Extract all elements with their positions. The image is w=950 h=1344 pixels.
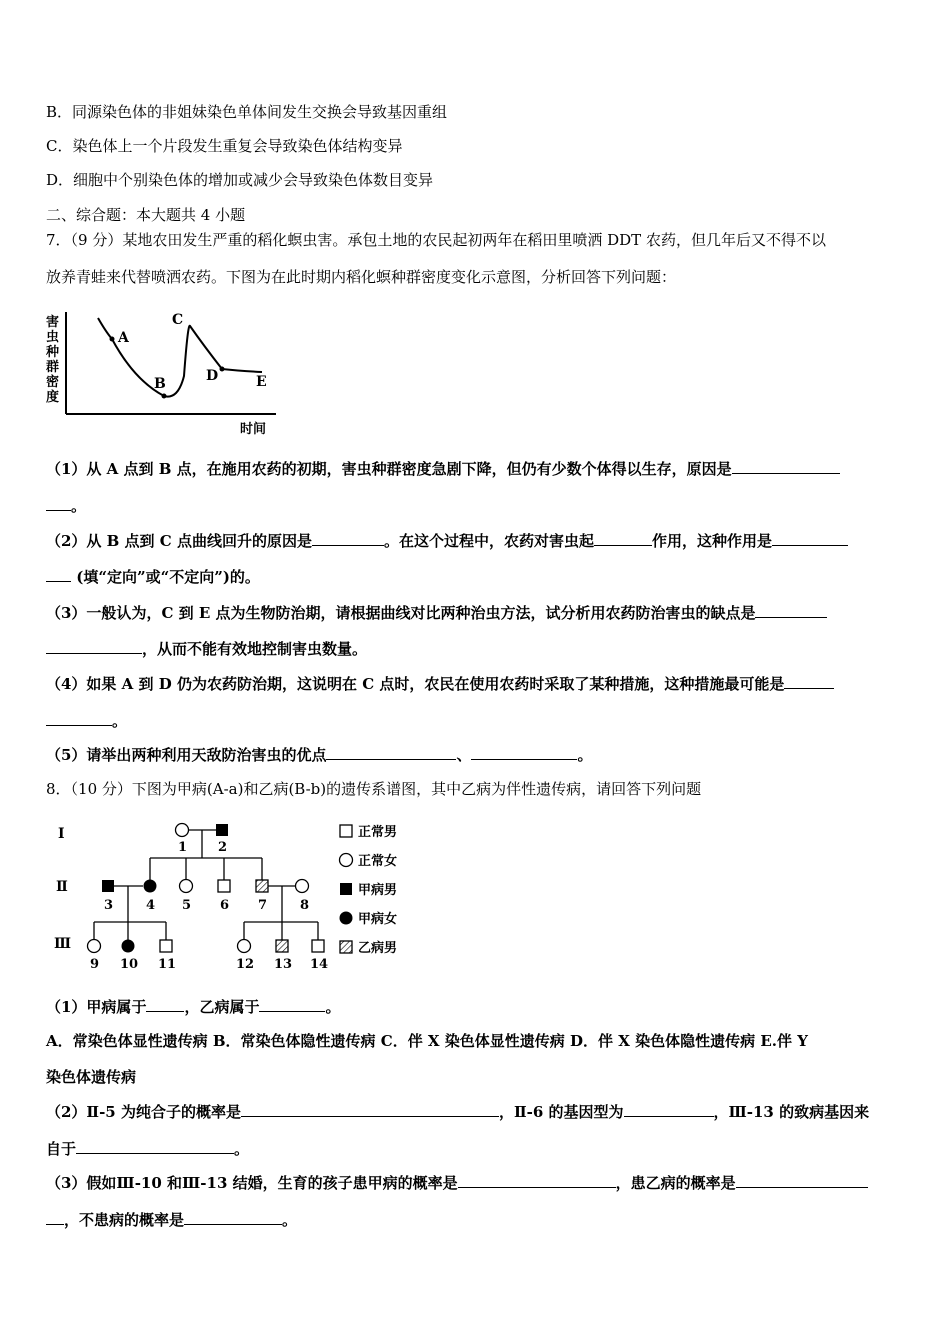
legend-a-male-icon xyxy=(340,883,352,895)
q7-part4-text: （4）如果 A 到 D 仍为农药防治期，这说明在 C 点时，农民在使用农药时采取了某种措施，这种措施最可能是 xyxy=(46,675,785,693)
q7-part2-end: (填“定向”或“不定向”)的。 xyxy=(71,568,260,586)
q8-part2-line2 xyxy=(46,1139,249,1159)
answer-blank[interactable] xyxy=(594,531,652,546)
ylabel-char: 度 xyxy=(46,390,60,405)
legend-a-male: 甲病男 xyxy=(358,883,398,898)
q7-part1-text: （1）从 A 点到 B 点，在施用农药的初期，害虫种群密度急剧下降，但仍有少数个体得以生存，原因是 xyxy=(46,460,732,478)
individual-8 xyxy=(296,880,309,893)
id-label-14: 14 xyxy=(310,957,329,972)
id-label-11: 11 xyxy=(158,957,177,972)
population-density-graph xyxy=(44,302,284,440)
point-a xyxy=(110,337,115,342)
q7-part5-text-b: 、 xyxy=(456,746,472,764)
q7-part3-end: ，从而不能有效地控制害虫数量。 xyxy=(142,640,368,658)
q8-part3-text-d: 。 xyxy=(282,1211,298,1229)
answer-blank[interactable] xyxy=(146,997,184,1012)
answer-blank[interactable] xyxy=(184,1210,282,1225)
pedigree-chart xyxy=(50,816,420,976)
gen-label-1: Ⅰ xyxy=(58,826,65,842)
q7-part5-text-c: 。 xyxy=(577,746,593,764)
q7-part4-end: 。 xyxy=(112,712,128,730)
individual-1 xyxy=(176,824,189,837)
q8-part1 xyxy=(46,997,340,1017)
individual-2 xyxy=(216,824,228,836)
q7-part3-line1 xyxy=(46,603,827,623)
answer-blank[interactable] xyxy=(76,1139,234,1154)
xlabel: 时间 xyxy=(240,422,267,437)
q7-part2-text-c: 作用，这种作用是 xyxy=(651,532,772,550)
q8-part1-text-c: 。 xyxy=(325,998,341,1016)
q8-choices-line1: A．常染色体显性遗传病 B．常染色体隐性遗传病 C．伴 X 染色体显性遗传病 D．伴 X 染色体隐性遗传病 E.伴 Y xyxy=(46,1032,808,1050)
id-label-5: 5 xyxy=(182,898,192,913)
q8-part2-text-e: 。 xyxy=(234,1140,250,1158)
label-c: C xyxy=(172,312,184,328)
q7-part1-end: 。 xyxy=(71,497,87,515)
answer-blank[interactable] xyxy=(46,711,112,726)
point-b xyxy=(162,394,167,399)
q7-stem-line1: 7．（9 分）某地农田发生严重的稻化螟虫害。承包土地的农民起初两年在稻田里喷洒 DDT 农药，但几年后又不得不以 xyxy=(46,231,826,249)
q7-part4-line2 xyxy=(46,711,127,731)
id-label-9: 9 xyxy=(90,957,100,972)
ylabel-char: 种 xyxy=(46,345,60,360)
gen-label-2: Ⅱ xyxy=(56,879,68,895)
label-d: D xyxy=(206,368,219,384)
answer-blank[interactable] xyxy=(458,1173,616,1188)
q7-part2-line1 xyxy=(46,531,848,551)
q7-part5 xyxy=(46,745,592,765)
q8-stem: 8．（10 分）下图为甲病(A-a)和乙病(B-b)的遗传系谱图，其中乙病为伴性遗传病，请回答下列问题 xyxy=(46,780,702,798)
id-label-1: 1 xyxy=(178,840,188,855)
q8-part1-text-a: （1）甲病属于 xyxy=(46,998,147,1016)
individual-6 xyxy=(218,880,230,892)
option-b: B．同源染色体的非姐妹染色单体间发生交换会导致基因重组 xyxy=(46,103,448,121)
individual-7 xyxy=(256,880,268,892)
option-c: C．染色体上一个片段发生重复会导致染色体结构变异 xyxy=(46,137,403,155)
q8-part2-text-d: 自于 xyxy=(46,1140,77,1158)
answer-blank[interactable] xyxy=(732,459,840,474)
individual-3 xyxy=(102,880,114,892)
q8-part2-text-c: ，Ⅲ-13 的致病基因来 xyxy=(713,1103,870,1121)
q7-part3-text: （3）一般认为，C 到 E 点为生物防治期，请根据曲线对比两种治虫方法，试分析用农药防治害虫的缺点是 xyxy=(46,604,756,622)
label-e: E xyxy=(256,374,267,390)
answer-blank[interactable] xyxy=(326,745,456,760)
q7-part2-text-a: （2）从 B 点到 C 点曲线回升的原因是 xyxy=(46,532,312,550)
legend-normal-female: 正常女 xyxy=(358,854,398,869)
legend-normal-female-icon xyxy=(340,854,353,867)
q7-part2-line2 xyxy=(46,567,260,587)
id-label-4: 4 xyxy=(146,898,156,913)
q8-part1-text-b: ，乙病属于 xyxy=(184,998,260,1016)
q8-part2-line1 xyxy=(46,1102,869,1122)
id-label-6: 6 xyxy=(220,898,230,913)
answer-blank[interactable] xyxy=(784,674,834,689)
individual-5 xyxy=(180,880,193,893)
answer-blank[interactable] xyxy=(259,997,325,1012)
q8-part2-text-b: ，Ⅱ-6 的基因型为 xyxy=(498,1103,624,1121)
id-label-2: 2 xyxy=(218,840,228,855)
answer-blank[interactable] xyxy=(736,1173,868,1188)
gen-label-3: Ⅲ xyxy=(54,936,72,952)
legend-b-male-icon xyxy=(340,941,352,953)
ylabel-char: 群 xyxy=(46,360,60,375)
legend-normal-male-icon xyxy=(340,825,352,837)
q7-part2-text-b: 。在这个过程中，农药对害虫起 xyxy=(383,532,594,550)
answer-blank[interactable] xyxy=(46,639,142,654)
answer-blank[interactable] xyxy=(624,1102,714,1117)
q7-part1-line1 xyxy=(46,459,840,479)
id-label-7: 7 xyxy=(258,898,268,913)
answer-blank[interactable] xyxy=(312,531,384,546)
individual-10 xyxy=(122,940,135,953)
q8-part3-text-b: ，患乙病的概率是 xyxy=(615,1174,736,1192)
q8-choices-line2: 染色体遗传病 xyxy=(46,1068,137,1086)
id-label-12: 12 xyxy=(236,957,255,972)
q7-stem-line2: 放养青蛙来代替喷洒农药。下图为在此时期内稻化螟种群密度变化示意图，分析回答下列问题： xyxy=(46,268,677,286)
label-a: A xyxy=(118,330,129,346)
q7-part4-line1 xyxy=(46,674,834,694)
legend-b-male: 乙病男 xyxy=(358,941,398,956)
individual-12 xyxy=(238,940,251,953)
q8-part3-line1 xyxy=(46,1173,868,1193)
id-label-3: 3 xyxy=(104,898,114,913)
q7-part3-line2 xyxy=(46,639,367,659)
answer-blank[interactable] xyxy=(46,567,71,582)
id-label-13: 13 xyxy=(274,957,293,972)
point-d xyxy=(220,367,225,372)
q7-part1-line2 xyxy=(46,496,86,516)
legend-a-female-icon xyxy=(340,912,353,925)
q7-part5-text-a: （5）请举出两种利用天敌防治害虫的优点 xyxy=(46,746,327,764)
answer-blank[interactable] xyxy=(46,1210,64,1225)
option-d: D．细胞中个别染色体的增加或减少会导致染色体数目变异 xyxy=(46,171,434,189)
individual-14 xyxy=(312,940,324,952)
id-label-10: 10 xyxy=(120,957,139,972)
ylabel-char: 害 xyxy=(46,315,60,330)
legend-normal-male: 正常男 xyxy=(358,825,398,840)
id-label-8: 8 xyxy=(300,898,310,913)
ylabel-char: 虫 xyxy=(46,330,60,345)
answer-blank[interactable] xyxy=(46,496,71,511)
answer-blank[interactable] xyxy=(471,745,577,760)
individual-4 xyxy=(144,880,157,893)
answer-blank[interactable] xyxy=(755,603,827,618)
individual-13 xyxy=(276,940,288,952)
label-b: B xyxy=(154,376,166,392)
q8-part3-text-c: ，不患病的概率是 xyxy=(64,1211,185,1229)
individual-11 xyxy=(160,940,172,952)
q8-part3-text-a: （3）假如Ⅲ-10 和Ⅲ-13 结婚，生育的孩子患甲病的概率是 xyxy=(46,1174,458,1192)
individual-9 xyxy=(88,940,101,953)
q8-part2-text-a: （2）Ⅱ-5 为纯合子的概率是 xyxy=(46,1103,241,1121)
answer-blank[interactable] xyxy=(241,1102,499,1117)
ylabel-char: 密 xyxy=(46,375,60,390)
section-title: 二、综合题：本大题共 4 小题 xyxy=(46,206,246,224)
legend-a-female: 甲病女 xyxy=(358,912,398,927)
answer-blank[interactable] xyxy=(772,531,848,546)
q8-part3-line2 xyxy=(46,1210,297,1230)
